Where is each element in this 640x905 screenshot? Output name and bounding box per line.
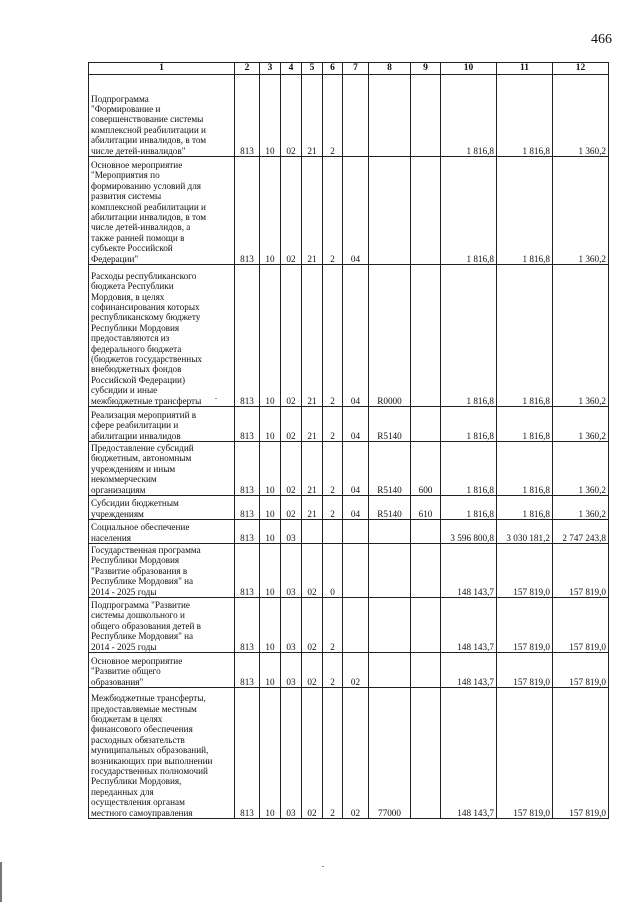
cell-col-4: 03 bbox=[281, 598, 302, 653]
row-description: Субсидии бюджетным учреждениям bbox=[89, 496, 235, 520]
cell-col-6: 0 bbox=[323, 544, 343, 598]
cell-col-8: R0000 bbox=[369, 265, 411, 407]
cell-col-9: 600 bbox=[411, 442, 441, 496]
cell-col-11: 1 816,8 bbox=[497, 442, 553, 496]
cell-col-8: R5140 bbox=[369, 496, 411, 520]
cell-col-7: 04 bbox=[343, 442, 369, 496]
scan-speck bbox=[215, 398, 217, 399]
col-header: 9 bbox=[411, 63, 441, 75]
row-description: Социальное обеспечение населения bbox=[89, 520, 235, 544]
cell-col-9 bbox=[411, 265, 441, 407]
cell-col-4: 02 bbox=[281, 442, 302, 496]
cell-col-12: 1 360,2 bbox=[553, 157, 609, 265]
row-description: Межбюджетные трансферты, предоставляемые местным бюджетам в целях финансового обеспечения расходных обязательств муниципальных образований, возникающих при выполнении государственных полномочий Республики Мордовия, переданных для осуществления органам местного самоуправления bbox=[89, 688, 235, 819]
cell-col-10: 148 143,7 bbox=[441, 653, 497, 688]
cell-col-7: 02 bbox=[343, 653, 369, 688]
cell-col-4: 02 bbox=[281, 265, 302, 407]
page-number: 466 bbox=[591, 32, 612, 47]
table-row bbox=[89, 442, 609, 496]
row-description: Расходы республиканского бюджета Республики Мордовия, в целях софинансирования которых республиканскому бюджету Республики Мордовия предоставляются из федерального бюджета (бюджетов государственных внебюджетных фондов Российской Федерации) субсидии и иные межбюджетные трансферты bbox=[89, 265, 235, 407]
cell-col-11: 1 816,8 bbox=[497, 407, 553, 442]
cell-col-12: 157 819,0 bbox=[553, 544, 609, 598]
row-description: Реализация мероприятий в сфере реабилитации и абилитации инвалидов bbox=[89, 407, 235, 442]
cell-col-9 bbox=[411, 598, 441, 653]
cell-col-12: 157 819,0 bbox=[553, 688, 609, 819]
cell-col-7: 04 bbox=[343, 496, 369, 520]
cell-col-4: 03 bbox=[281, 544, 302, 598]
cell-col-9 bbox=[411, 157, 441, 265]
table-row bbox=[89, 544, 609, 598]
cell-col-5: 21 bbox=[302, 75, 323, 157]
cell-col-6: 2 bbox=[323, 653, 343, 688]
cell-col-3: 10 bbox=[260, 265, 281, 407]
cell-col-5 bbox=[302, 520, 323, 544]
cell-col-10: 1 816,8 bbox=[441, 265, 497, 407]
cell-col-9 bbox=[411, 688, 441, 819]
cell-col-5: 21 bbox=[302, 407, 323, 442]
cell-col-12: 157 819,0 bbox=[553, 598, 609, 653]
cell-col-8 bbox=[369, 520, 411, 544]
cell-col-6 bbox=[323, 520, 343, 544]
cell-col-8 bbox=[369, 157, 411, 265]
cell-col-12: 1 360,2 bbox=[553, 265, 609, 407]
col-header: 1 bbox=[89, 63, 235, 75]
cell-col-7: 04 bbox=[343, 407, 369, 442]
cell-col-2: 813 bbox=[235, 688, 260, 819]
cell-col-11: 157 819,0 bbox=[497, 598, 553, 653]
cell-col-7 bbox=[343, 75, 369, 157]
cell-col-3: 10 bbox=[260, 544, 281, 598]
cell-col-12: 1 360,2 bbox=[553, 442, 609, 496]
col-header: 7 bbox=[343, 63, 369, 75]
cell-col-5: 21 bbox=[302, 442, 323, 496]
cell-col-6: 2 bbox=[323, 265, 343, 407]
cell-col-6: 2 bbox=[323, 75, 343, 157]
cell-col-10: 1 816,8 bbox=[441, 496, 497, 520]
cell-col-7: 02 bbox=[343, 688, 369, 819]
cell-col-11: 157 819,0 bbox=[497, 544, 553, 598]
table-row bbox=[89, 265, 609, 407]
row-description: Подпрограмма "Формирование и совершенствование системы комплексной реабилитации и абилитации инвалидов, в том числе детей-инвалидов" bbox=[89, 75, 235, 157]
cell-col-8: R5140 bbox=[369, 442, 411, 496]
cell-col-2: 813 bbox=[235, 75, 260, 157]
cell-col-3: 10 bbox=[260, 407, 281, 442]
cell-col-11: 1 816,8 bbox=[497, 75, 553, 157]
cell-col-7 bbox=[343, 598, 369, 653]
row-description: Основное мероприятие "Развитие общего образования" bbox=[89, 653, 235, 688]
cell-col-10: 3 596 800,8 bbox=[441, 520, 497, 544]
cell-col-2: 813 bbox=[235, 653, 260, 688]
cell-col-10: 1 816,8 bbox=[441, 157, 497, 265]
cell-col-12: 1 360,2 bbox=[553, 407, 609, 442]
cell-col-5: 21 bbox=[302, 157, 323, 265]
table-row bbox=[89, 75, 609, 157]
header-row bbox=[89, 63, 609, 75]
cell-col-7: 04 bbox=[343, 265, 369, 407]
row-description: Основное мероприятие "Мероприятия по формированию условий для развития системы комплексной реабилитации и абилитации инвалидов, в том числе детей-инвалидов, а также ранней помощи в субъекте Российской Федерации" bbox=[89, 157, 235, 265]
row-description: Предоставление субсидий бюджетным, автономным учреждениям и иным некоммерческим организациям bbox=[89, 442, 235, 496]
col-header: 4 bbox=[281, 63, 302, 75]
cell-col-9 bbox=[411, 75, 441, 157]
table-row bbox=[89, 407, 609, 442]
table-row bbox=[89, 598, 609, 653]
cell-col-2: 813 bbox=[235, 407, 260, 442]
cell-col-5: 02 bbox=[302, 598, 323, 653]
cell-col-4: 03 bbox=[281, 688, 302, 819]
cell-col-3: 10 bbox=[260, 442, 281, 496]
cell-col-2: 813 bbox=[235, 520, 260, 544]
col-header: 11 bbox=[497, 63, 553, 75]
cell-col-2: 813 bbox=[235, 496, 260, 520]
cell-col-6: 2 bbox=[323, 688, 343, 819]
table-row bbox=[89, 653, 609, 688]
col-header: 10 bbox=[441, 63, 497, 75]
cell-col-12: 1 360,2 bbox=[553, 75, 609, 157]
cell-col-8 bbox=[369, 653, 411, 688]
cell-col-5: 02 bbox=[302, 544, 323, 598]
cell-col-12: 157 819,0 bbox=[553, 653, 609, 688]
cell-col-6: 2 bbox=[323, 407, 343, 442]
cell-col-3: 10 bbox=[260, 653, 281, 688]
table-row bbox=[89, 496, 609, 520]
cell-col-8 bbox=[369, 75, 411, 157]
col-header: 12 bbox=[553, 63, 609, 75]
cell-col-6: 2 bbox=[323, 157, 343, 265]
cell-col-11: 1 816,8 bbox=[497, 157, 553, 265]
cell-col-10: 1 816,8 bbox=[441, 407, 497, 442]
cell-col-11: 1 816,8 bbox=[497, 265, 553, 407]
col-header: 5 bbox=[302, 63, 323, 75]
cell-col-9 bbox=[411, 653, 441, 688]
budget-table bbox=[88, 62, 609, 819]
cell-col-2: 813 bbox=[235, 598, 260, 653]
scan-speck bbox=[322, 866, 324, 867]
cell-col-2: 813 bbox=[235, 442, 260, 496]
cell-col-11: 157 819,0 bbox=[497, 688, 553, 819]
table-row bbox=[89, 520, 609, 544]
cell-col-12: 1 360,2 bbox=[553, 496, 609, 520]
cell-col-7 bbox=[343, 544, 369, 598]
cell-col-10: 148 143,7 bbox=[441, 688, 497, 819]
cell-col-2: 813 bbox=[235, 544, 260, 598]
cell-col-4: 02 bbox=[281, 407, 302, 442]
col-header: 8 bbox=[369, 63, 411, 75]
row-description: Государственная программа Республики Мордовия "Развитие образования в Республике Мордовия" на 2014 - 2025 годы bbox=[89, 544, 235, 598]
col-header: 2 bbox=[235, 63, 260, 75]
cell-col-9 bbox=[411, 520, 441, 544]
cell-col-10: 148 143,7 bbox=[441, 544, 497, 598]
cell-col-5: 21 bbox=[302, 496, 323, 520]
table-row bbox=[89, 688, 609, 819]
cell-col-3: 10 bbox=[260, 496, 281, 520]
cell-col-4: 03 bbox=[281, 653, 302, 688]
scan-edge-mark bbox=[0, 862, 2, 902]
row-description: Подпрограмма "Развитие системы дошкольного и общего образования детей в Республике Мордовия" на 2014 - 2025 годы bbox=[89, 598, 235, 653]
cell-col-3: 10 bbox=[260, 157, 281, 265]
col-header: 3 bbox=[260, 63, 281, 75]
cell-col-8: 77000 bbox=[369, 688, 411, 819]
cell-col-5: 21 bbox=[302, 265, 323, 407]
cell-col-10: 148 143,7 bbox=[441, 598, 497, 653]
cell-col-11: 157 819,0 bbox=[497, 653, 553, 688]
cell-col-10: 1 816,8 bbox=[441, 75, 497, 157]
cell-col-4: 02 bbox=[281, 496, 302, 520]
cell-col-8: R5140 bbox=[369, 407, 411, 442]
cell-col-6: 2 bbox=[323, 496, 343, 520]
cell-col-9: 610 bbox=[411, 496, 441, 520]
cell-col-4: 02 bbox=[281, 157, 302, 265]
cell-col-9 bbox=[411, 407, 441, 442]
cell-col-10: 1 816,8 bbox=[441, 442, 497, 496]
cell-col-6: 2 bbox=[323, 598, 343, 653]
cell-col-3: 10 bbox=[260, 75, 281, 157]
col-header: 6 bbox=[323, 63, 343, 75]
cell-col-4: 02 bbox=[281, 75, 302, 157]
table-body bbox=[89, 75, 609, 819]
cell-col-2: 813 bbox=[235, 265, 260, 407]
cell-col-11: 3 030 181,2 bbox=[497, 520, 553, 544]
cell-col-9 bbox=[411, 544, 441, 598]
cell-col-5: 02 bbox=[302, 688, 323, 819]
cell-col-5: 02 bbox=[302, 653, 323, 688]
cell-col-7 bbox=[343, 520, 369, 544]
cell-col-6: 2 bbox=[323, 442, 343, 496]
cell-col-4: 03 bbox=[281, 520, 302, 544]
cell-col-3: 10 bbox=[260, 520, 281, 544]
cell-col-11: 1 816,8 bbox=[497, 496, 553, 520]
cell-col-12: 2 747 243,8 bbox=[553, 520, 609, 544]
cell-col-8 bbox=[369, 598, 411, 653]
cell-col-2: 813 bbox=[235, 157, 260, 265]
cell-col-8 bbox=[369, 544, 411, 598]
cell-col-7: 04 bbox=[343, 157, 369, 265]
cell-col-3: 10 bbox=[260, 598, 281, 653]
cell-col-3: 10 bbox=[260, 688, 281, 819]
table-row bbox=[89, 157, 609, 265]
